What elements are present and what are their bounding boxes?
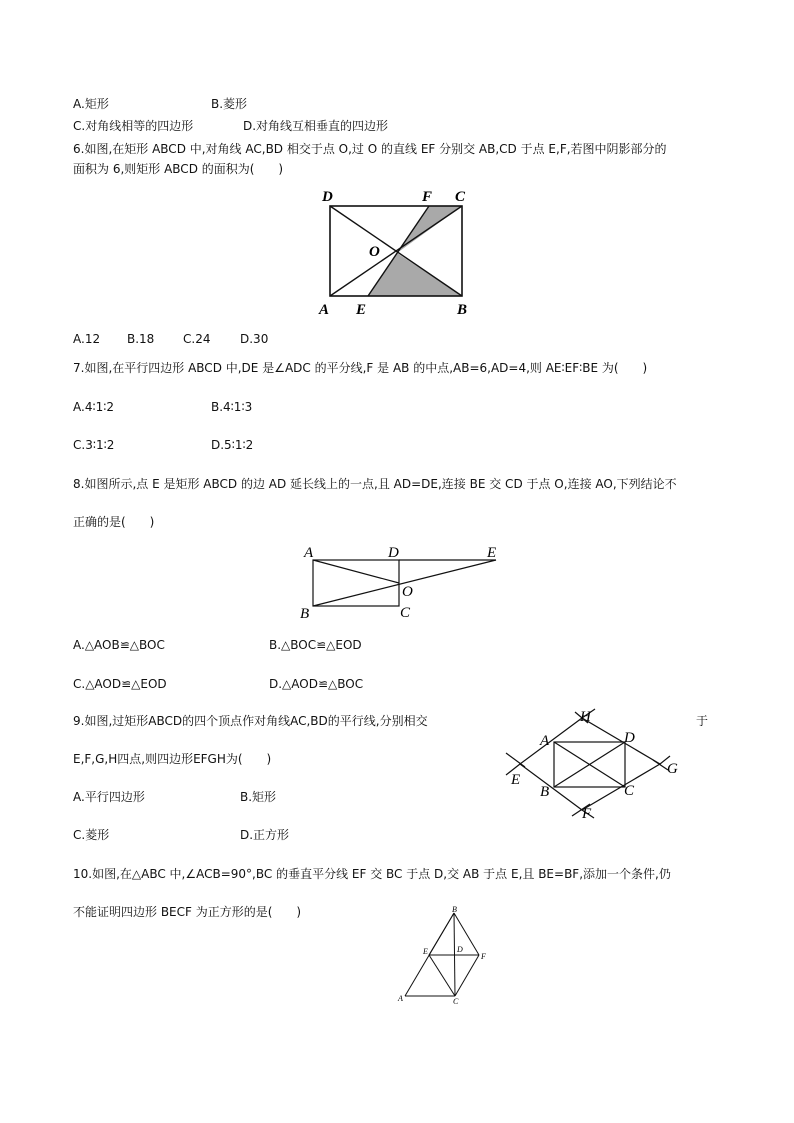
q8-option-a: A.△AOB≌△BOC	[73, 638, 165, 652]
q9-option-b: B.矩形	[240, 790, 277, 804]
q8-figure	[296, 540, 506, 622]
label-a: A	[304, 545, 314, 561]
label-e: E	[423, 947, 428, 956]
label-c: C	[400, 605, 411, 621]
q5-option-d: D.对角线互相垂直的四边形	[243, 119, 389, 133]
label-d: D	[388, 545, 399, 561]
q9-stem-line2: E,F,G,H四点,则四边形EFGH为( )	[73, 752, 272, 766]
label-c: C	[455, 189, 466, 205]
extension-e-upper	[506, 753, 525, 767]
q8-option-d: D.△AOD≌△BOC	[269, 677, 364, 691]
label-d: D	[322, 189, 333, 205]
q10-figure	[393, 903, 493, 1005]
label-b: B	[540, 784, 550, 800]
label-h: H	[580, 709, 591, 725]
label-b: B	[457, 302, 468, 318]
q6-stem-line2: 面积为 6,则矩形 ABCD 的面积为( )	[73, 162, 284, 176]
q8-stem-line2: 正确的是( )	[73, 515, 155, 529]
label-o: O	[369, 244, 380, 260]
label-e: E	[356, 302, 367, 318]
label-g: G	[667, 761, 678, 777]
q9-figure	[500, 700, 695, 822]
q8-stem-line1: 8.如图所示,点 E 是矩形 ABCD 的边 AD 延长线上的一点,且 AD=DE,连接 BE 交 CD 于点 O,连接 AO,下列结论不	[73, 477, 677, 491]
q6-stem-line1: 6.如图,在矩形 ABCD 中,对角线 AC,BD 相交于点 O,过 O 的直线 EF 分别交 AB,CD 于点 E,F,若图中阴影部分的	[73, 142, 667, 156]
label-f: F	[422, 189, 433, 205]
label-d: D	[457, 945, 463, 954]
q10-stem-line1: 10.如图,在△ABC 中,∠ACB=90°,BC 的垂直平分线 EF 交 BC 于点 D,交 AB 于点 E,且 BE=BF,添加一个条件,仍	[73, 867, 671, 881]
q9-option-c: C.菱形	[73, 828, 110, 842]
q5-option-b: B.菱形	[211, 97, 248, 111]
q7-stem: 7.如图,在平行四边形 ABCD 中,DE 是∠ADC 的平分线,F 是 AB 的中点,AB=6,AD=4,则 AE∶EF∶BE 为( )	[73, 361, 648, 375]
label-b: B	[452, 905, 457, 914]
segment-fc	[455, 955, 479, 996]
q9-stem-line1: 9.如图,过矩形ABCD的四个顶点作对角线AC,BD的平行线,分别相交	[73, 714, 428, 728]
label-d: D	[624, 730, 635, 746]
q7-option-a: A.4∶1∶2	[73, 400, 114, 414]
q7-option-c: C.3∶1∶2	[73, 438, 115, 452]
label-a: A	[540, 733, 550, 749]
label-a: A	[398, 994, 403, 1003]
q6-option-d: D.30	[240, 332, 269, 346]
label-a: A	[319, 302, 330, 318]
q5-option-c: C.对角线相等的四边形	[73, 119, 194, 133]
q10-stem-line2: 不能证明四边形 BECF 为正方形的是( )	[73, 905, 302, 919]
q9-option-d: D.正方形	[240, 828, 290, 842]
label-f: F	[481, 952, 486, 961]
q9-option-a: A.平行四边形	[73, 790, 145, 804]
q6-option-a: A.12	[73, 332, 101, 346]
label-c: C	[453, 997, 459, 1005]
label-e: E	[511, 772, 521, 788]
segment-ec	[429, 955, 455, 996]
label-b: B	[300, 606, 310, 622]
label-e: E	[487, 545, 497, 561]
q6-option-c: C.24	[183, 332, 211, 346]
label-c: C	[624, 783, 635, 799]
segment-ao	[313, 560, 399, 583]
extension-g-lower	[653, 760, 668, 770]
q7-option-b: B.4∶1∶3	[211, 400, 253, 414]
q6-figure	[310, 183, 485, 318]
label-o: O	[402, 584, 413, 600]
q8-option-b: B.△BOC≌△EOD	[269, 638, 362, 652]
q9-stem-line1-end: 于	[696, 714, 709, 728]
q8-option-c: C.△AOD≌△EOD	[73, 677, 167, 691]
q7-option-d: D.5∶1∶2	[211, 438, 254, 452]
label-f: F	[582, 806, 592, 822]
q6-option-b: B.18	[127, 332, 155, 346]
q5-option-a: A.矩形	[73, 97, 109, 111]
rectangle-abcd	[313, 560, 399, 606]
